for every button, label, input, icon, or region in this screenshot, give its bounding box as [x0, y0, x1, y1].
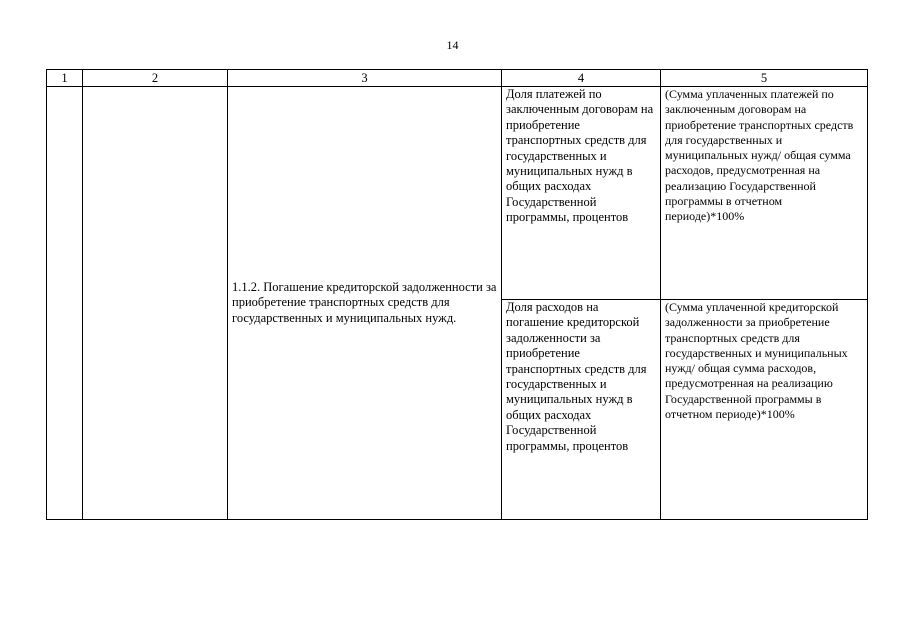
column-header-4: 4: [502, 70, 661, 87]
column-header-1: 1: [47, 70, 83, 87]
column-header-3: 3: [228, 70, 502, 87]
number-cell: [47, 87, 83, 520]
page-number: 14: [446, 38, 459, 52]
measure-cell: 1.1.2. Погашение кредиторской задолженности за приобретение транспортных средств для государственных и муниципальных нужд.: [228, 87, 502, 520]
indicator-cell: Доля расходов на погашение кредиторской задолженности за приобретение транспортных средств для государственных и муниципальных нужд в общих расходах Государственной программы, процентов: [502, 300, 661, 520]
formula-cell: (Сумма уплаченных платежей по заключенным договорам на приобретение транспортных средств для государственных и муниципальных нужд/ общая сумма расходов, предусмотренная на реализацию Государственной программы в отчетном периоде)*100%: [661, 87, 868, 300]
column-header-5: 5: [661, 70, 868, 87]
table-header-row: [47, 70, 868, 87]
indicator-cell: Доля платежей по заключенным договорам на приобретение транспортных средств для государственных и муниципальных нужд в общих расходах Государственной программы, процентов: [502, 87, 661, 300]
indicators-table: [46, 69, 868, 520]
formula-cell: (Сумма уплаченной кредиторской задолженности за приобретение транспортных средств для государственных и муниципальных нужд/ общая сумма расходов, предусмотренная на реализацию Государственной программы в отчетном периоде)*100%: [661, 300, 868, 520]
table-row: [47, 87, 868, 300]
column-header-2: 2: [83, 70, 228, 87]
name-cell: [83, 87, 228, 520]
